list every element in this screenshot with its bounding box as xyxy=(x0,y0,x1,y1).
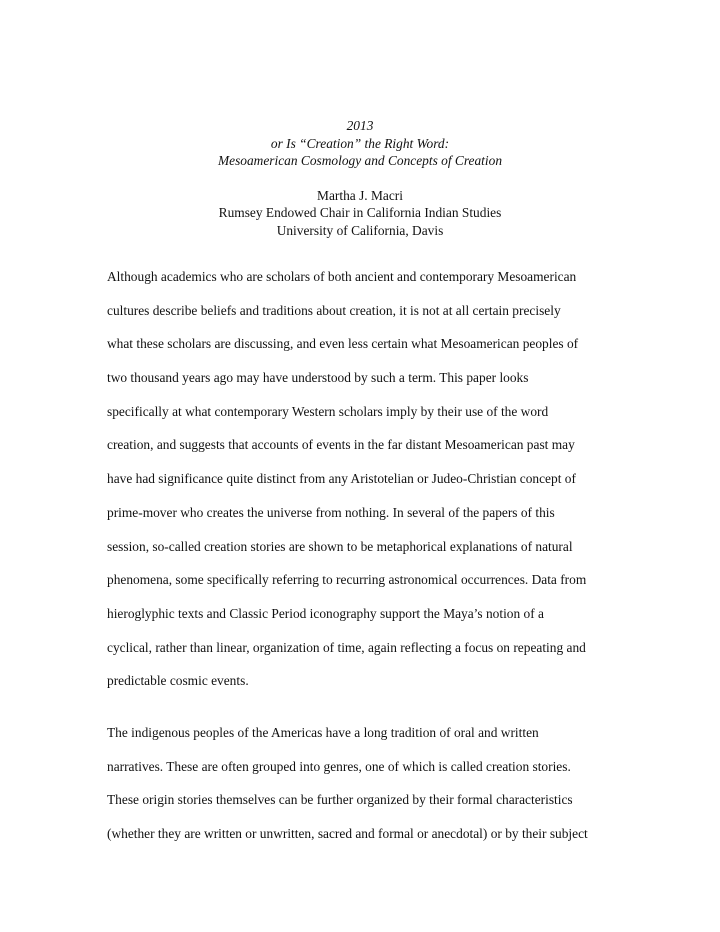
header-spacer xyxy=(0,170,720,187)
author-institution: University of California, Davis xyxy=(276,222,444,238)
author-position: Rumsey Endowed Chair in California Indian Studies xyxy=(218,205,502,220)
abstract-line: cyclical, rather than linear, organization of time, again reflecting a focus on repeating and xyxy=(107,639,586,655)
abstract-line: Although academics who are scholars of both ancient and contemporary Mesoamerican xyxy=(107,269,577,284)
paper-header xyxy=(0,117,720,239)
abstract-paragraph xyxy=(107,260,627,698)
abstract-line: cultures describe beliefs and traditions about creation, it is not at all certain precisely xyxy=(107,302,561,318)
abstract-line: hieroglyphic texts and Classic Period iconography support the Maya’s notion of a xyxy=(107,605,544,621)
body-line: These origin stories themselves can be further organized by their formal characteristics xyxy=(107,792,573,808)
abstract-line: specifically at what contemporary Western scholars imply by their use of the word xyxy=(107,403,549,419)
paper-title-line-1: or Is “Creation” the Right Word: xyxy=(270,135,450,151)
abstract-line: session, so-called creation stories are shown to be metaphorical explanations of natural xyxy=(107,538,573,554)
abstract-line: what these scholars are discussing, and even less certain what Mesoamerican peoples of xyxy=(107,336,579,352)
abstract-line: phenomena, some specifically referring to recurring astronomical occurrences. Data from xyxy=(107,572,587,588)
author-name: Martha J. Macri xyxy=(317,187,403,203)
body-line: narratives. These are often grouped into genres, one of which is called creation stories. xyxy=(107,758,571,774)
body-paragraph xyxy=(107,716,627,851)
abstract-line: have had significance quite distinct from any Aristotelian or Judeo-Christian concept of xyxy=(107,471,576,487)
paper-title-line-2: Mesoamerican Cosmology and Concepts of Creation xyxy=(217,153,503,168)
body-line: (whether they are written or unwritten, sacred and formal or anecdotal) or by their subject xyxy=(107,826,588,842)
paper-year: 2013 xyxy=(346,118,374,133)
abstract-line: creation, and suggests that accounts of events in the far distant Mesoamerican past may xyxy=(107,437,575,453)
abstract-line: two thousand years ago may have understood by such a term. This paper looks xyxy=(107,370,529,386)
abstract-line: predictable cosmic events. xyxy=(107,673,249,689)
abstract-line: prime-mover who creates the universe from nothing. In several of the papers of this xyxy=(107,504,555,520)
body-line: The indigenous peoples of the Americas have a long tradition of oral and written xyxy=(107,725,539,740)
